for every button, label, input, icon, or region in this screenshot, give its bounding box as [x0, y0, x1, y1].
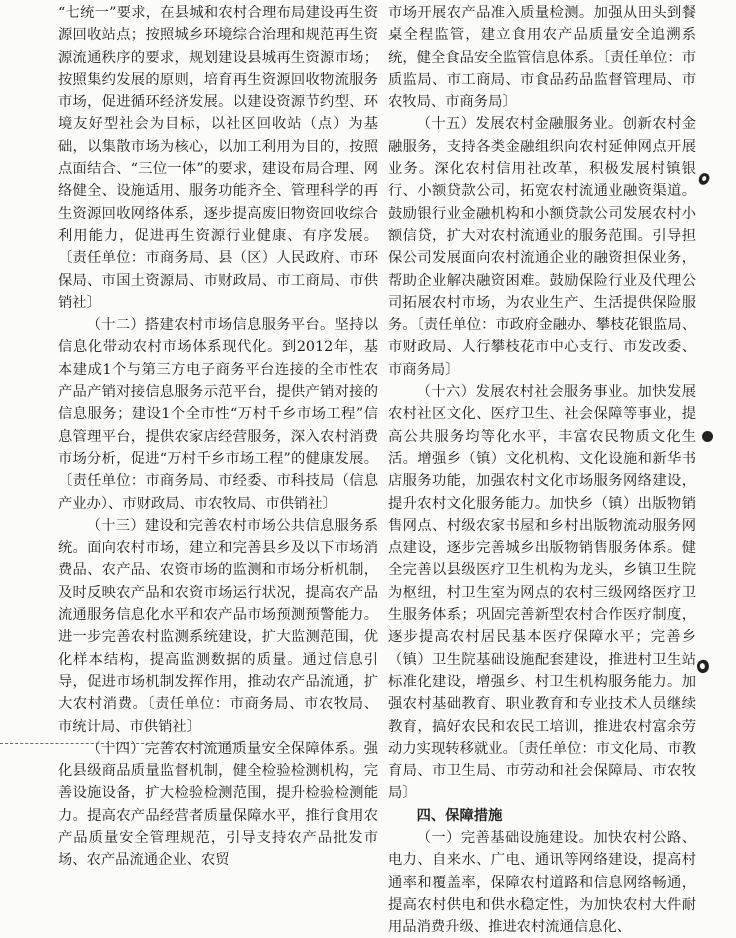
left-column: [58, 2, 378, 872]
ink-blot-mark: [702, 431, 713, 442]
dashed-scan-line: [0, 743, 240, 744]
paragraph-recycling-network: “七统一”要求，在县城和农村合理布局建设再生资源回收站点；按照城乡环境综合治理和规范再生资源流通秩序的要求，规划建设县城再生资源市场；按照集约发展的原则，培育再生资源回收物流服务市场，促进循环经济发展。以建设资源节约型、环境友好型社会为目标，以社区回收站（点）为基础，以集散市场为核心，以加工利用为目的，按照点面结合、“三位一体”的要求，建设布局合理、网络健全、设施适用、服务功能齐全、管理科学的再生资源回收网络体系，逐步提高废旧物资回收综合利用能力，促进再生资源行业健康、有序发展。〔责任单位：市商务局、县（区）人民政府、市环保局、市国土资源局、市财政局、市工商局、市供销社〕: [58, 5, 378, 311]
section-heading-safeguards: 四、保障措施: [416, 807, 503, 824]
paragraph-item-13: （十三）建设和完善农村市场公共信息服务系统。面向农村市场，建立和完善县乡及以下市场消费品、农产品、农资市场的监测和市场分析机制，及时反映农产品和农资市场运行状况，提高农产品流通服务信息化水平和农产品市场预测预警能力。进一步完善农村监测系统建设，扩大监测范围，优化样本结构，提高监测数据的质量。通过信息引导，促进市场机制发挥作用，推动农产品流通，扩大农村消费。〔责任单位：市商务局、市农牧局、市统计局、市供销社〕: [58, 517, 378, 735]
paragraph-item-12: （十二）搭建农村市场信息服务平台。坚持以信息化带动农村市场体系现代化。到2012年，基本建成1个与第三方电子商务平台连接的全市性农产品产销对接信息服务示范平台，提供产销对接的信息服务；建设1个全市性“万村千乡市场工程”信息管理平台，提供农家店经营服务，深入农村消费市场分析，促进“万村千乡市场工程”的健康发展。〔责任单位：市商务局、市经委、市科技局（信息产业办）、市财政局、市农牧局、市供销社〕: [58, 317, 378, 512]
paragraph-infrastructure: （一）完善基础设施建设。加快农村公路、电力、自来水、广电、通讯等网络建设，提高村通率和覆盖率，保障农村道路和信息网络畅通，提高农村供电和供水稳定性，为加快农村大件耐用品消费升级、推进农村流通信息化、: [388, 829, 696, 936]
ink-blot-mark: [697, 172, 711, 187]
right-column: [388, 2, 696, 938]
paragraph-item-16: （十六）发展农村社会服务事业。加快发展农村社区文化、医疗卫生、社会保障等事业，提高公共服务均等化水平，丰富农民物质文化生活。增强乡（镇）文化机构、文化设施和新华书店服务功能，加强农村文化市场服务网络建设，提升农村文化服务能力。加快乡（镇）出版物销售网点、村级农家书屋和乡村出版物流动服务网点建设，逐步完善城乡出版物销售服务体系。健全完善以县级医疗卫生机构为龙头，乡镇卫生院为枢纽，村卫生室为网点的农村三级网络医疗卫生服务体系；巩固完善新型农村合作医疗制度，逐步提高农村居民基本医疗保障水平；完善乡（镇）卫生院基础设施配套建设，推进村卫生站标准化建设，增强乡、村卫生机构服务能力。加强农村基础教育、职业教育和专业技术人员继续教育，搞好农民和农民工培训，推进农村富余劳动力实现转移就业。〔责任单位：市文化局、市教育局、市卫生局、市劳动和社会保障局、市农牧局〕: [388, 384, 696, 802]
paragraph-quality-continuation: 市场开展农产品准入质量检测。加强从田头到餐桌全程监管，建立食用农产品质量安全追溯系统，健全食品安全监管信息体系。〔责任单位：市质监局、市工商局、市食品药品监督管理局、市农牧局、市商务局〕: [388, 5, 696, 111]
ink-blot-mark: [696, 659, 711, 675]
paragraph-item-15: （十五）发展农村金融服务业。创新农村金融服务，支持各类金融组织向农村延伸网点开展业务。深化农村信用社改革，积极发展村镇银行、小额贷款公司，拓宽农村流通业融资渠道。鼓励银行业金融机构和小额贷款公司发展农村小额信贷，扩大对农村流通业的服务范围。引导担保公司发展面向农村流通企业的融资担保业务，帮助企业解决融资困难。鼓励保险行业及代理公司拓展农村市场，为农业生产、生活提供保险服务。〔责任单位：市政府金融办、攀枝花银监局、市财政局、人行攀枝花市中心支行、市发改委、市商务局〕: [388, 116, 696, 378]
paragraph-item-14: （十四）完善农村流通质量安全保障体系。强化县级商品质量监督机制，健全检验检测机构，完善设施设备，扩大检验检测范围，提升检验检测能力。提高农产品经营者质量保障水平，推行食用农产品质量安全管理规范，引导支持农产品批发市场、农产品流通企业、农贸: [58, 740, 378, 869]
